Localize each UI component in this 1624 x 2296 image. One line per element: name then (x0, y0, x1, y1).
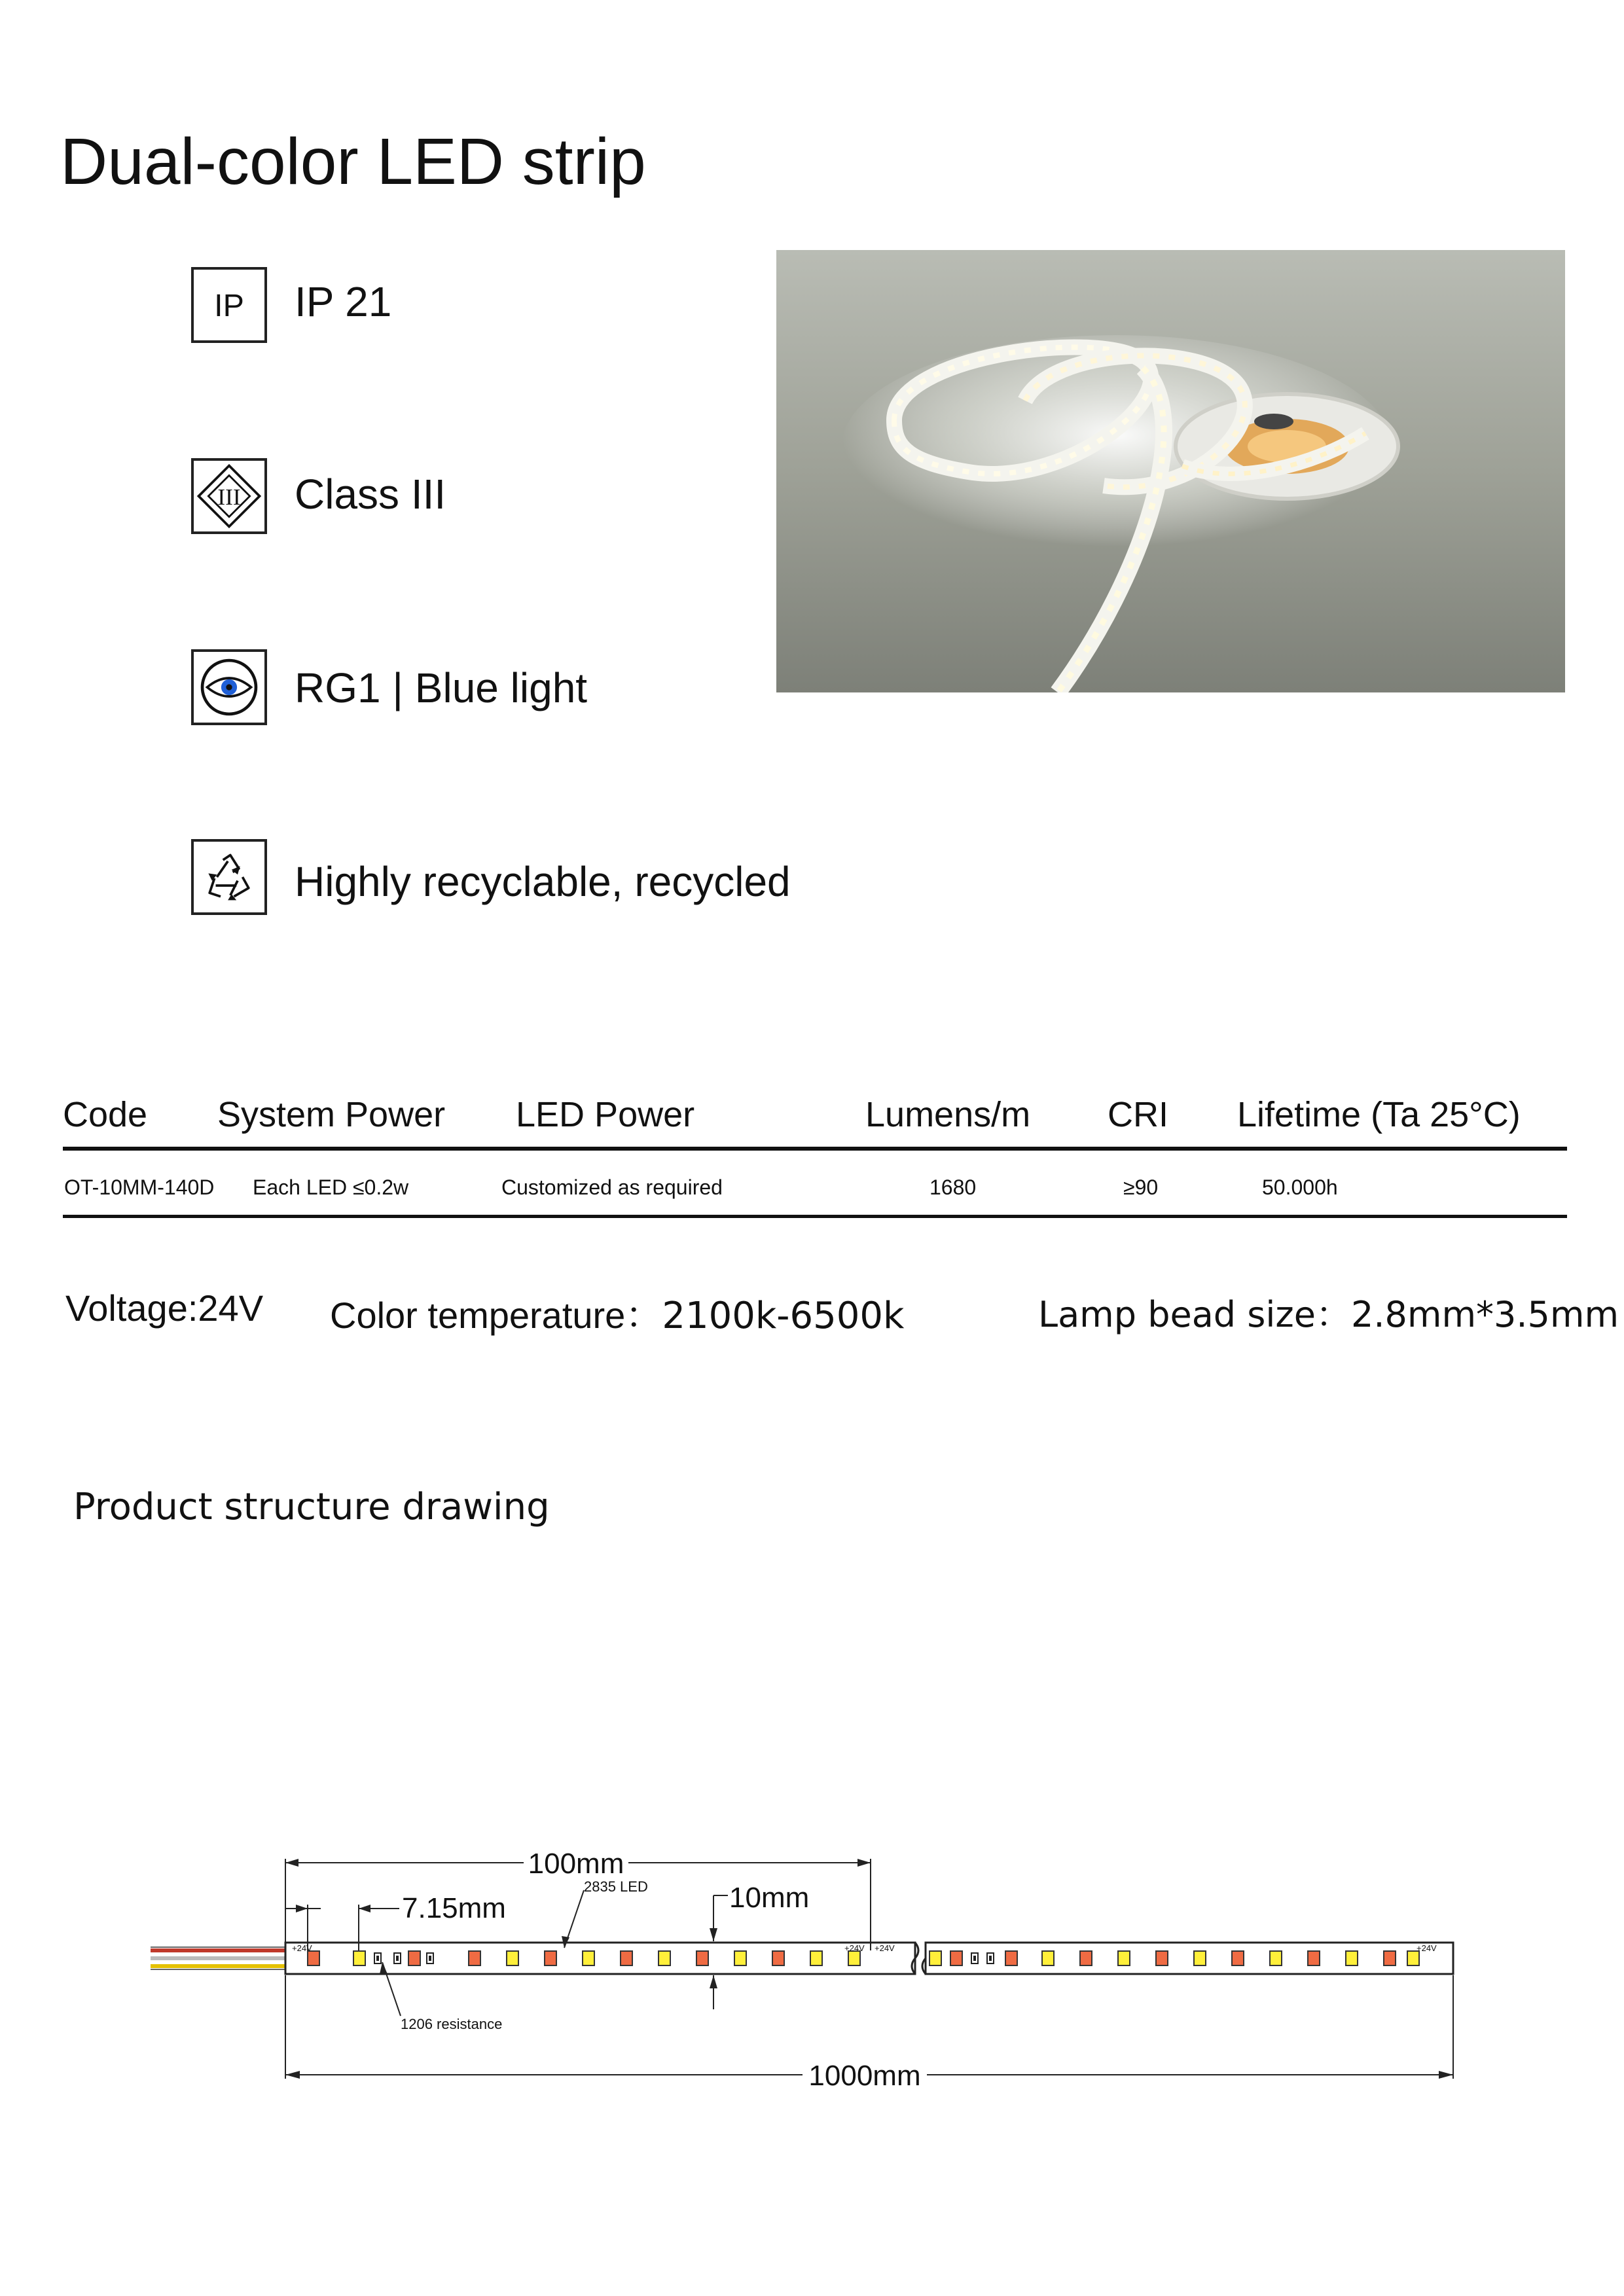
cell-code: OT-10MM-140D (64, 1175, 215, 1199)
header-cri: CRI (1108, 1095, 1168, 1134)
lamp-bead-size-spec: Lamp bead size：2.8mm*3.5mm (1038, 1294, 1619, 1335)
svg-text:IP: IP (214, 287, 244, 323)
cell-led-power: Customized as required (501, 1175, 723, 1199)
led-cool (1194, 1951, 1206, 1965)
led-cool (810, 1951, 822, 1965)
led-warm (950, 1951, 962, 1965)
led-cool (929, 1951, 941, 1965)
led-cool (1270, 1951, 1282, 1965)
led-warm (1005, 1951, 1017, 1965)
led-warm (545, 1951, 556, 1965)
header-led-power: LED Power (516, 1095, 695, 1134)
resistor-callout: 1206 resistance (401, 2016, 503, 2032)
pad-label-cut-left: +24V (844, 1943, 865, 1953)
feature-blue-light-label: RG1 | Blue light (295, 664, 588, 711)
cell-system-power: Each LED ≤0.2w (253, 1175, 409, 1199)
recycle-icon (191, 839, 267, 915)
drawing-title: Product structure drawing (73, 1486, 550, 1528)
led-callout: 2835 LED (584, 1878, 648, 1895)
dimension-7-15mm: 7.15mm (402, 1892, 506, 1924)
led-warm (1308, 1951, 1320, 1965)
led-warm (308, 1951, 319, 1965)
header-system-power: System Power (217, 1095, 446, 1134)
color-temperature-value: 2100k-6500k (662, 1295, 905, 1337)
structure-drawing (0, 1820, 1624, 2121)
dimension-1000mm: 1000mm (808, 2060, 921, 2092)
ip-rating-icon (191, 267, 267, 343)
led-cool (848, 1951, 860, 1965)
header-lumens: Lumens/m (865, 1095, 1031, 1134)
pad-label-end: +24V (1416, 1943, 1437, 1953)
color-temperature-label: Color temperature： (330, 1295, 662, 1336)
table-bottom-rule (63, 1215, 1567, 1218)
cell-lifetime: 50.000h (1262, 1175, 1338, 1199)
dimension-100mm: 100mm (528, 1848, 624, 1880)
led-cool (1118, 1951, 1130, 1965)
strip-segment-2 (926, 1943, 1453, 1974)
feature-ip-label: IP 21 (295, 278, 392, 325)
header-lifetime: Lifetime (Ta 25°C) (1237, 1095, 1521, 1134)
feature-recyclable-label: Highly recyclable, recycled (295, 858, 791, 905)
led-cool (734, 1951, 746, 1965)
feature-class-label: Class III (295, 471, 446, 518)
led-cool (659, 1951, 670, 1965)
pad-label-cut-right: +24V (875, 1943, 895, 1953)
color-temperature-spec (330, 1287, 904, 1339)
led-warm (621, 1951, 632, 1965)
led-warm (1080, 1951, 1092, 1965)
table-header-rule (63, 1147, 1567, 1151)
dimension-10mm: 10mm (729, 1882, 810, 1914)
led-warm (1232, 1951, 1244, 1965)
pad-label-start: +24V (292, 1943, 312, 1953)
led-cool (1407, 1951, 1419, 1965)
led-warm (696, 1951, 708, 1965)
led-warm (1384, 1951, 1396, 1965)
class-iii-icon (191, 458, 267, 534)
led-strip-reel-photo (776, 250, 1565, 692)
led-cool (353, 1951, 365, 1965)
led-cool (507, 1951, 518, 1965)
eye-icon (191, 649, 267, 725)
led-warm (408, 1951, 420, 1965)
svg-text:III: III (217, 484, 241, 511)
header-code: Code (63, 1095, 148, 1134)
led-cool (583, 1951, 594, 1965)
page-title: Dual-color LED strip (60, 125, 646, 198)
voltage-spec: Voltage:24V (65, 1287, 264, 1329)
led-warm (772, 1951, 784, 1965)
led-cool (1346, 1951, 1358, 1965)
cell-lumens: 1680 (929, 1175, 977, 1199)
cell-cri: ≥90 (1123, 1175, 1159, 1199)
led-warm (469, 1951, 480, 1965)
led-warm (1156, 1951, 1168, 1965)
led-cool (1042, 1951, 1054, 1965)
